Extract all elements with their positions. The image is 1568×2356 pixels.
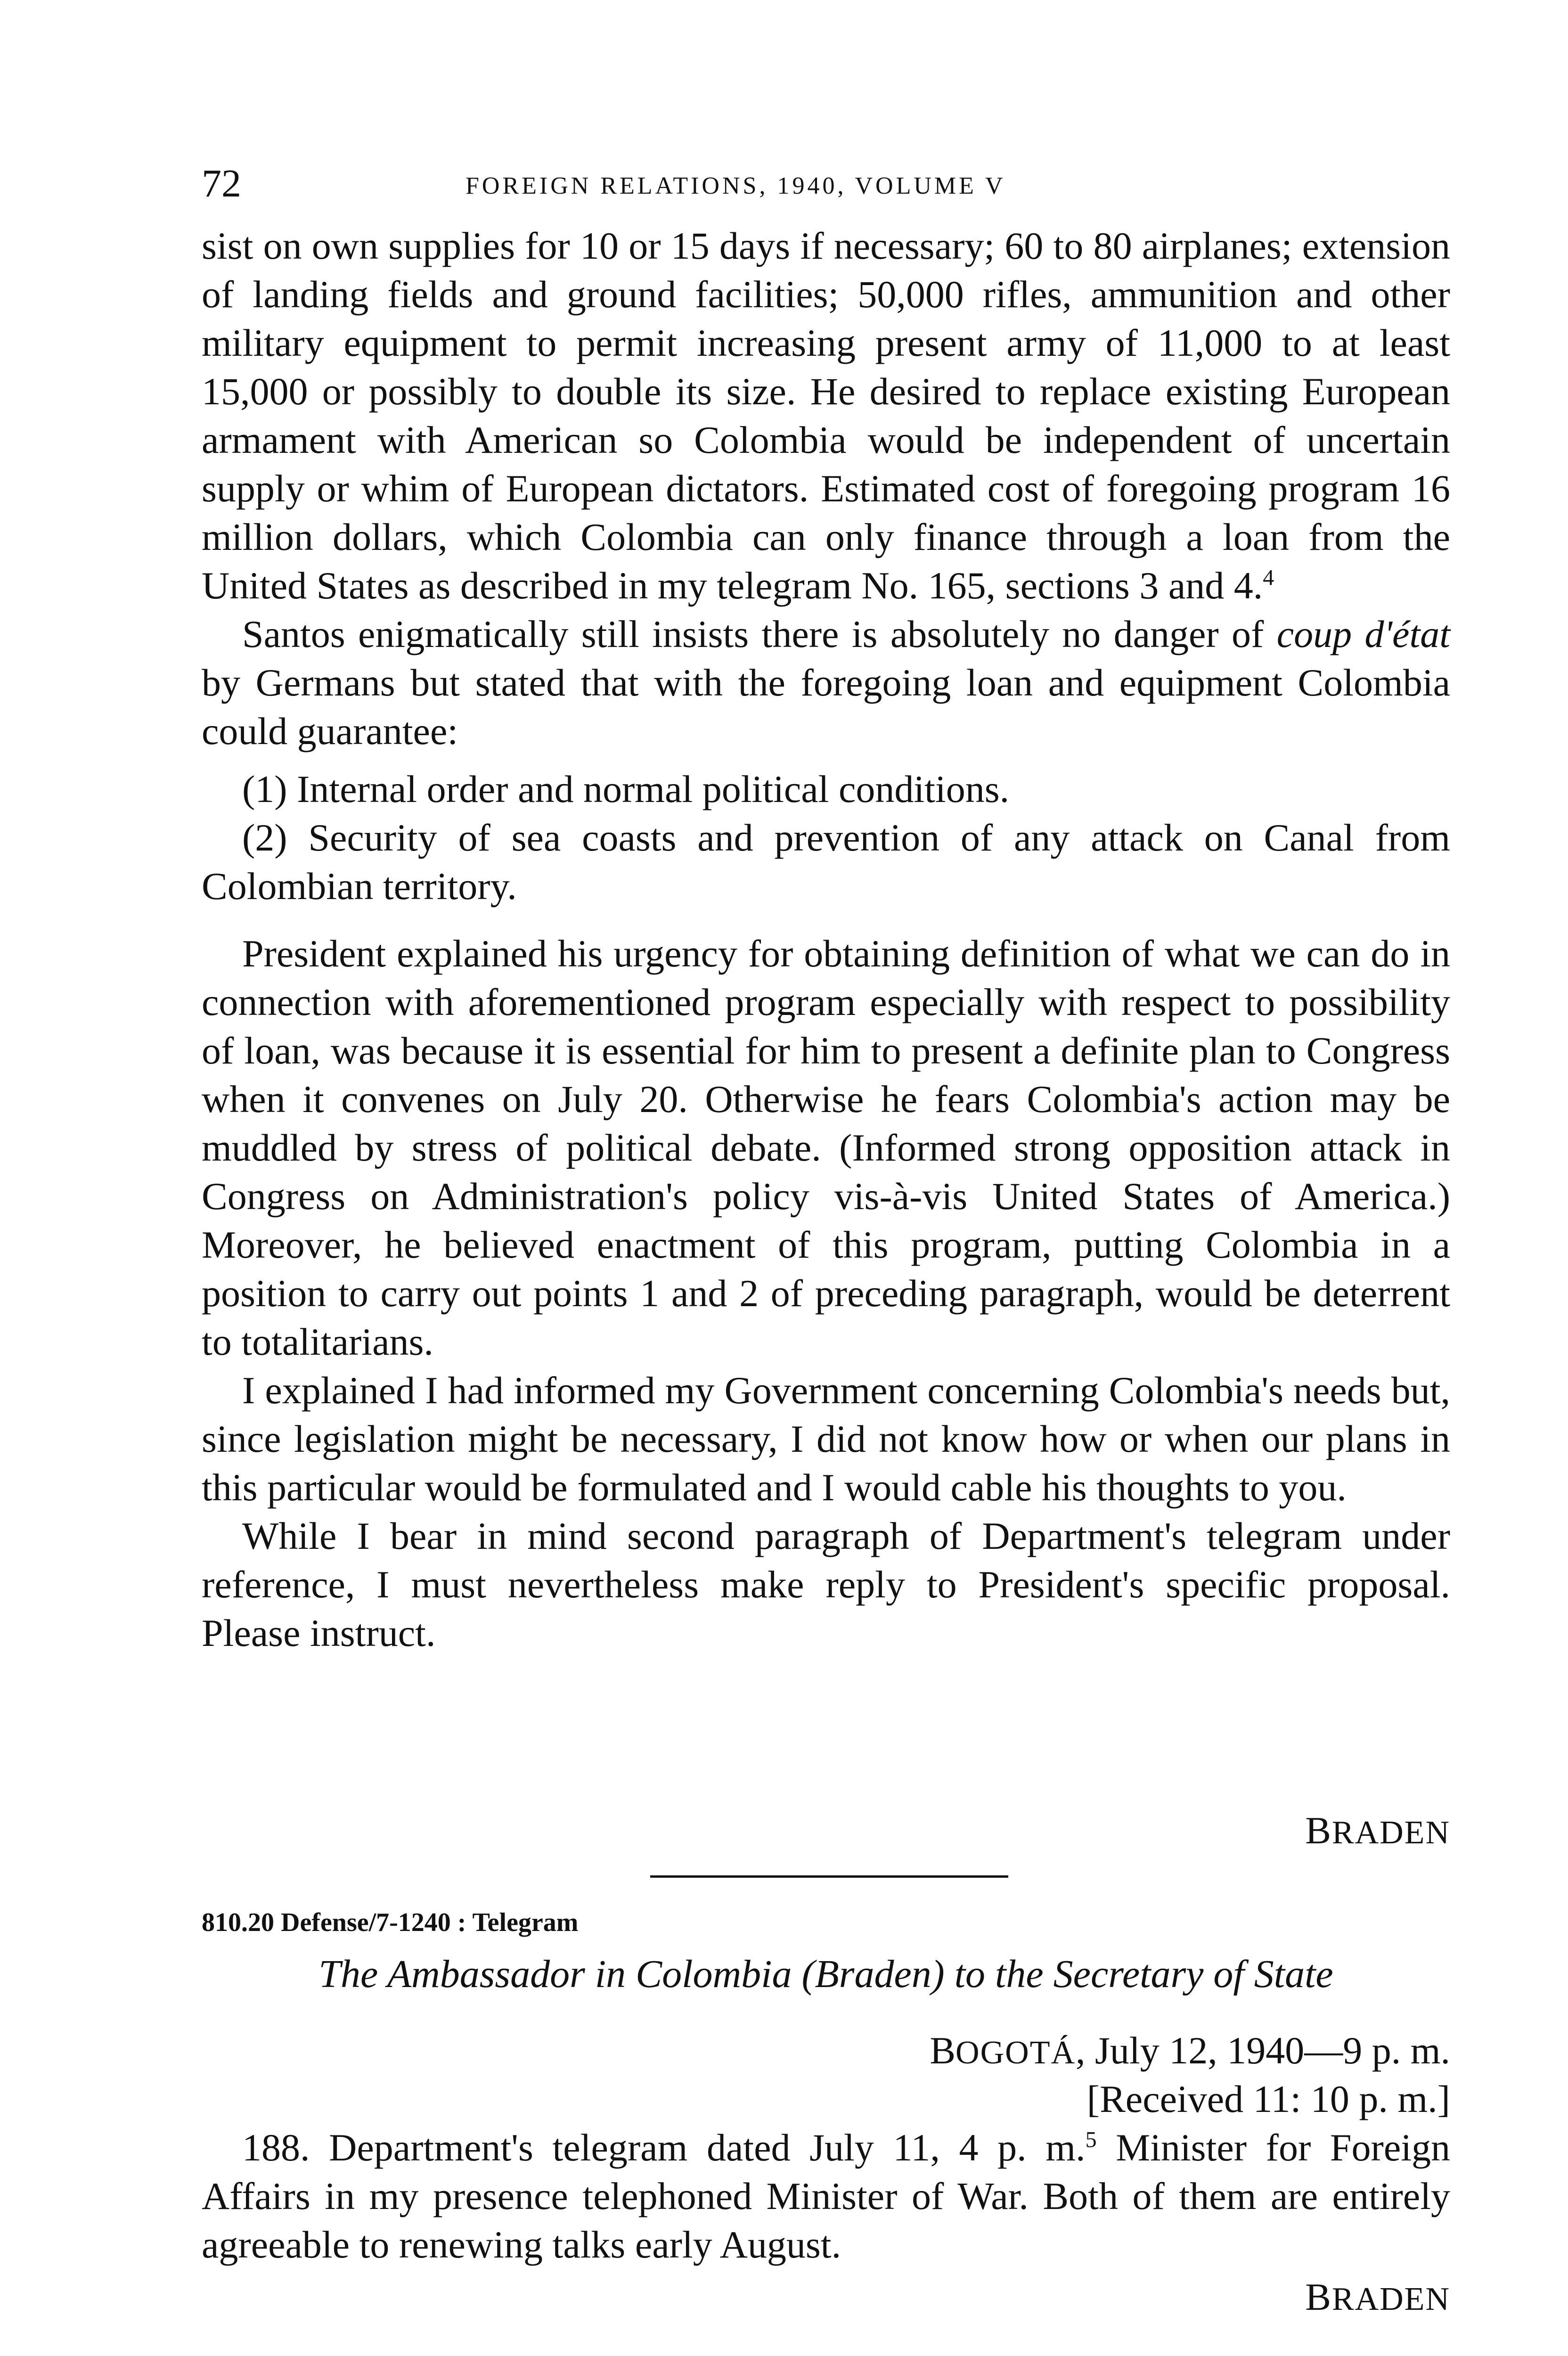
second-doc-body (202, 2123, 1450, 2269)
footnote-ref-4: 4 (1263, 565, 1274, 590)
signature-1-rest: RADEN (1331, 1815, 1450, 1851)
section-divider (650, 1875, 1008, 1878)
paragraph-2-italic: coup d'état (1276, 613, 1451, 655)
dateline-place-rest: OGOTÁ (956, 2035, 1076, 2071)
body-text (202, 221, 1450, 1657)
document-title: The Ambassador in Colombia (Braden) to the Secretary of State (318, 1952, 1333, 1996)
paragraph-5: While I bear in mind second paragraph of Department's telegram under reference, I must nevertheless make reply to President's specific proposal. Please instruct. (202, 1514, 1450, 1654)
list-item-1: (1) Internal order and normal political conditions. (242, 768, 1010, 810)
signature-2 (202, 2276, 1450, 2321)
page-header (202, 160, 1450, 212)
paragraph-1 (202, 221, 1450, 610)
paragraph-2-start: Santos enigmatically still insists there is absolutely no danger of (242, 613, 1264, 655)
paragraph-1-text: sist on own supplies for 10 or 15 days if necessary; 60 to 80 airplanes; extension of landing fields and ground facilities; 50,000 rifles, ammunition and other military equipment to permit increasing present army of 11,000 to at least 15,000 or possibly to double its size. He desired to replace existing European armament with American so Colombia would be independent of uncertain supply or whim of European dictators. Estimated cost of foregoing program 16 million dollars, which Colombia can only finance through a loan from the United States as described in my telegram No. 165, sections 3 and 4. (202, 224, 1450, 607)
guarantee-list (202, 765, 1450, 910)
signature-2-initial: B (1305, 2275, 1332, 2318)
received-line: [Received 11: 10 p. m.] (1086, 2078, 1450, 2120)
signature-2-rest: RADEN (1331, 2281, 1450, 2317)
running-head: FOREIGN RELATIONS, 1940, VOLUME V (466, 172, 1006, 199)
list-item-2: (2) Security of sea coasts and prevention of any attack on Canal from Colombian territory. (202, 816, 1450, 908)
dateline-initial: B (930, 2029, 956, 2072)
dateline-rest: , July 12, 1940—9 p. m. (1076, 2029, 1450, 2072)
signature-1-initial: B (1305, 1809, 1332, 1852)
file-reference (202, 1904, 578, 1941)
paragraph-4: I explained I had informed my Government concerning Colombia's needs but, since legislation might be necessary, I did not know how or when our plans in this particular would be formulated and I would cable his thoughts to you. (202, 1369, 1450, 1509)
dateline (202, 2026, 1450, 2077)
footnote-ref-5: 5 (1085, 2127, 1097, 2152)
second-doc-paragraph (202, 2123, 1450, 2269)
second-doc-paragraph-start: 188. Department's telegram dated July 11, 4 p. m. (242, 2126, 1086, 2169)
page-number: 72 (202, 162, 241, 205)
paragraph-2-end: by Germans but stated that with the foregoing loan and equipment Colombia could guarantee: (202, 661, 1450, 753)
signature-1 (202, 1809, 1450, 1854)
paragraph-3: President explained his urgency for obtaining definition of what we can do in connection with aforementioned program especially with respect to possibility of loan, was because it is essential for him to present a definite plan to Congress when it convenes on July 20. Otherwise he fears Colombia's action may be muddled by stress of political debate. (Informed strong opposition attack in Congress on Administration's policy vis-à-vis United States of America.) Moreover, he believed enactment of this program, putting Colombia in a position to carry out points 1 and 2 of preceding paragraph, would be deterrent to totalitarians. (202, 932, 1450, 1363)
paragraph-2 (202, 610, 1450, 755)
second-doc-paragraph-end: Minister for Foreign Affairs in my presence telephoned Minister of War. Both of them are entirely agreeable to renewing talks early August. (202, 2126, 1451, 2266)
file-reference-text: 810.20 Defense/7-1240 : Telegram (202, 1908, 579, 1937)
